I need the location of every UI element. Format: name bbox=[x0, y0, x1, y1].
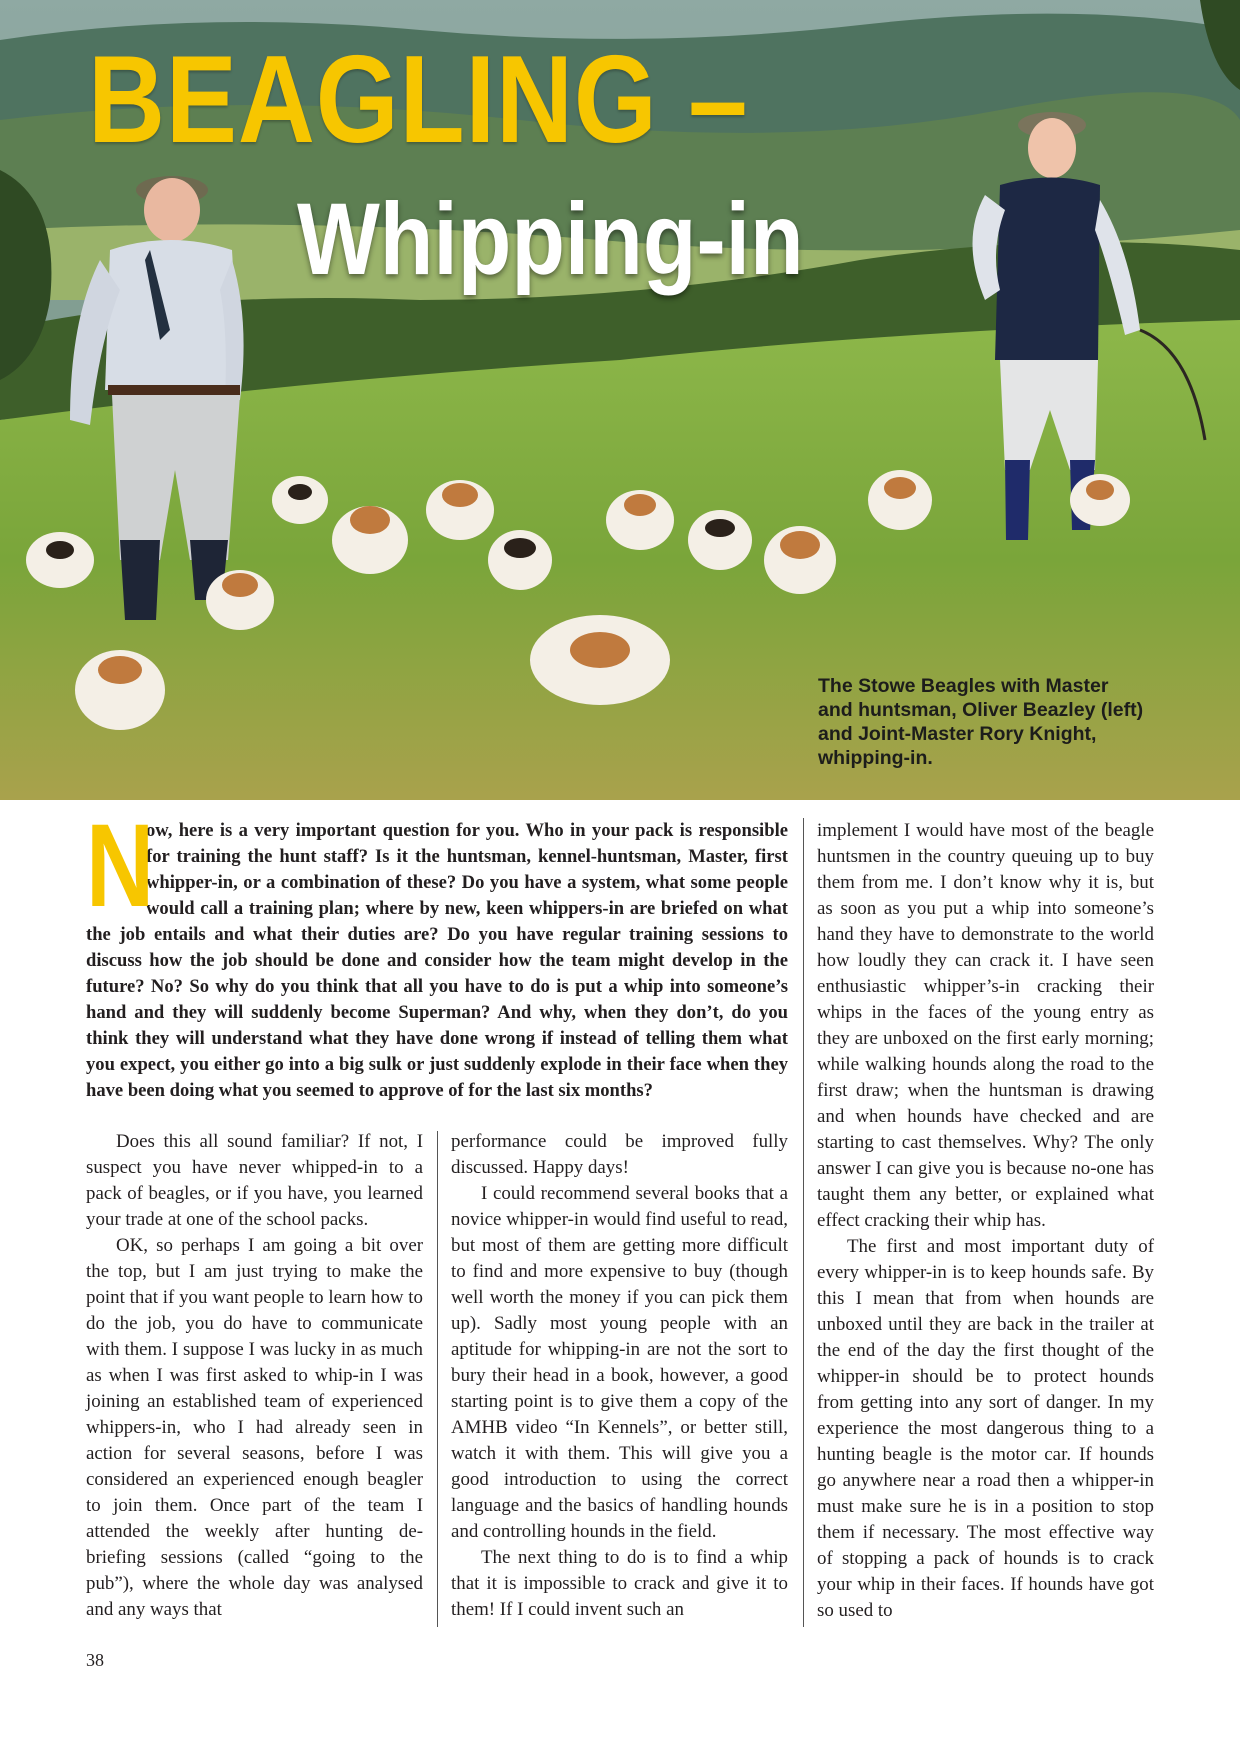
intro-paragraph bbox=[86, 800, 788, 1104]
body-column-2 bbox=[451, 1129, 788, 1623]
article-title: BEAGLING – bbox=[88, 31, 749, 169]
body-paragraph: The next thing to do is to find a whip that it is impossible to crack and give it to them! If I could invent such an bbox=[451, 1547, 788, 1620]
body-column-3 bbox=[817, 818, 1154, 1624]
photo-caption: The Stowe Beagles with Master and huntsman, Oliver Beazley (left) and Joint-Master Rory Knight, whipping-in. bbox=[818, 675, 1144, 769]
intro-text: ow, here is a very important question for you. Who in your pack is responsible for training the hunt staff? Is it the huntsman, kennel-huntsman, Master, first whipper-in, or a combination of these? Do you have a system, what some people would call a training plan; where by new, keen whippers-in are briefed on what the job entails and what their duties are? Do you have regular training sessions to discuss how the job should be done and consider how the team might develop in the future? No? So why do you think that all you have to do is put a whip into someone’s hand and they will suddenly become Superman? And why, when they don’t, do you think they will understand what they have done wrong if instead of telling them what you expect, you either go into a big sulk or just suddenly explode in their face when they have been doing what you seemed to approve of for the last six months? bbox=[86, 820, 788, 1101]
hero-photo bbox=[0, 0, 1240, 800]
body-paragraph: I could recommend several books that a novice whipper-in would find useful to read, but most of them are getting more difficult to find and more expensive to buy (though well worth the money if you can pick them up). Sadly most young people with an aptitude for whipping-in are not the sort to bury their head in a book, however, a good starting point is to give them a copy of the AMHB video “In Kennels”, or better still, watch it with them. This will give you a good introduction to using the correct language and the basics of handling hounds and controlling hounds in the field. bbox=[451, 1183, 788, 1542]
body-paragraph: performance could be improved fully discussed. Happy days! bbox=[451, 1131, 788, 1178]
body-paragraph: OK, so perhaps I am going a bit over the top, but I am just trying to make the point that if you want people to learn how to do the job, you do have to communicate with them. I suppose I was lucky in as much as when I was first asked to whip-in I was joining an established team of experienced whippers-in, who I had already seen in action for several seasons, before I was considered an experienced enough beagler to join them. Once part of the team I attended the weekly after hunting de-briefing sessions (called “going to the pub”), where the whole day was analysed and any ways that bbox=[86, 1235, 423, 1620]
body-paragraph: The first and most important duty of every whipper-in is to keep hounds safe. By this I mean that from when hounds are unboxed until they are back in the trailer at the end of the day the first thought of the whipper-in should be to protect hounds from getting into any sort of danger. In my experience the most dangerous thing to a hunting beagle is the motor car. If hounds go anywhere near a road then a whipper-in must make sure he is in a position to stop them if necessary. The most effective way of stopping a pack of hounds is to crack your whip in their faces. If hounds have got so used to bbox=[817, 1236, 1154, 1621]
column-divider bbox=[803, 818, 804, 1627]
body-paragraph: implement I would have most of the beagle huntsmen in the country queuing up to buy them from me. I don’t know why it is, but as soon as you put a whip into someone’s hand they have to demonstrate to the world how loudly they can crack it. I have seen enthusiastic whipper’s-in cracking their whips in the faces of the young entry as they are unboxed on the first early morning; while walking hounds along the road to the first draw; when the huntsman is drawing and when hounds have checked and are starting to cast themselves. Why? The only answer I can give you is because no-one has taught them any better, or explained what effect cracking their whip has. bbox=[817, 820, 1154, 1231]
page-number: 38 bbox=[86, 1650, 104, 1670]
article-subtitle: Whipping-in bbox=[297, 182, 804, 296]
drop-cap: N bbox=[86, 800, 155, 932]
column-divider bbox=[437, 1131, 438, 1627]
body-column-1 bbox=[86, 1129, 423, 1623]
body-paragraph: Does this all sound familiar? If not, I suspect you have never whipped-in to a pack of beagles, or if you have, you learned your trade at one of the school packs. bbox=[86, 1131, 423, 1230]
